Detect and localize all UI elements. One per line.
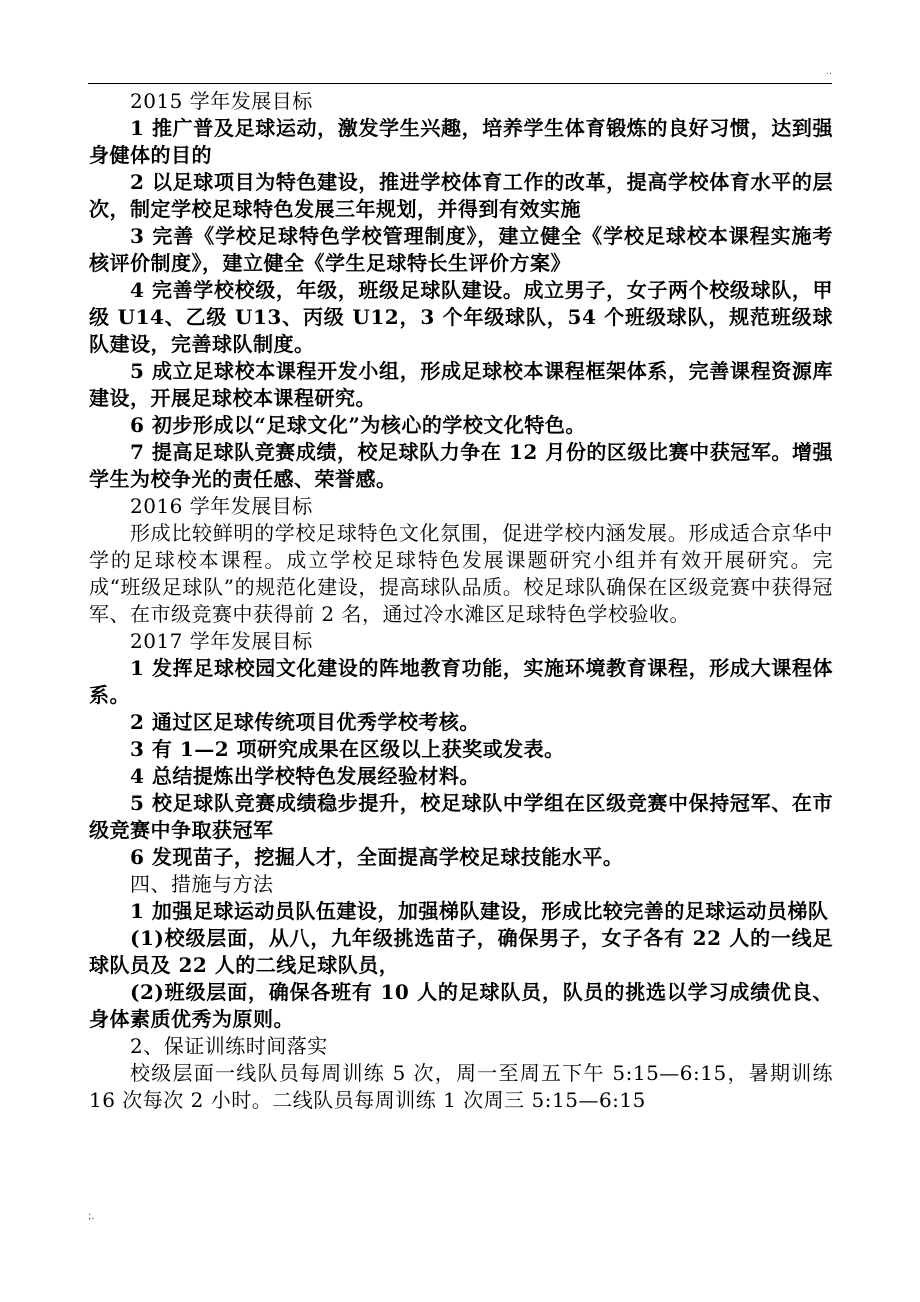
- header-marker: ..: [825, 66, 832, 77]
- paragraph: 2、保证训练时间落实: [130, 1034, 328, 1058]
- document-body: [89, 88, 833, 1114]
- paragraph: 5 成立足球校本课程开发小组，形成足球校本课程框架体系，完善课程资源库建设，开展足球校本课程研究。: [89, 359, 833, 410]
- paragraph: 6 发现苗子，挖掘人才，全面提高学校足球技能水平。: [130, 845, 624, 869]
- paragraph: 3 有 1—2 项研究成果在区级以上获奖或发表。: [130, 737, 565, 761]
- paragraph: 4 完善学校校级，年级，班级足球队建设。成立男子，女子两个校级球队，甲级 U14、乙级 U13、丙级 U12，3 个年级球队，54 个班级球队，规范班级球队建设，完善球队制度。: [89, 278, 833, 356]
- paragraph: 1 发挥足球校园文化建设的阵地教育功能，实施环境教育课程，形成大课程体系。: [89, 656, 833, 707]
- paragraph: 4 总结提炼出学校特色发展经验材料。: [130, 764, 480, 788]
- paragraph: 校级层面一线队员每周训练 5 次，周一至周五下午 5:15—6:15，暑期训练 16 次每次 2 小时。二线队员每周训练 1 次周三 5:15—6:15: [89, 1061, 833, 1112]
- paragraph: 1 推广普及足球运动，激发学生兴趣，培养学生体育锻炼的良好习惯，达到强身健体的目的: [89, 116, 833, 167]
- paragraph: 2 通过区足球传统项目优秀学校考核。: [130, 710, 480, 734]
- paragraph: 5 校足球队竞赛成绩稳步提升，校足球队中学组在区级竞赛中保持冠军、在市级竞赛中争取获冠军: [89, 791, 833, 842]
- paragraph: 2016 学年发展目标: [130, 494, 313, 518]
- paragraph: 6 初步形成以“足球文化”为核心的学校文化特色。: [130, 413, 586, 437]
- paragraph: 四、措施与方法: [130, 872, 274, 896]
- paragraph: 7 提高足球队竞赛成绩，校足球队力争在 12 月份的区级比赛中获冠军。增强学生为校争光的责任感、荣誉感。: [89, 440, 833, 491]
- paragraph: 2015 学年发展目标: [130, 89, 313, 113]
- header-rule: [88, 83, 832, 84]
- paragraph: 2 以足球项目为特色建设，推进学校体育工作的改革，提高学校体育水平的层次，制定学校足球特色发展三年规划，并得到有效实施: [89, 170, 833, 221]
- footer-marker: ;.: [88, 1211, 95, 1222]
- paragraph: 3 完善《学校足球特色学校管理制度》，建立健全《学校足球校本课程实施考核评价制度》，建立健全《学生足球特长生评价方案》: [89, 224, 833, 275]
- paragraph: 2017 学年发展目标: [130, 629, 313, 653]
- paragraph: 1 加强足球运动员队伍建设，加强梯队建设，形成比较完善的足球运动员梯队: [130, 899, 829, 923]
- paragraph: (1)校级层面，从八，九年级挑选苗子，确保男子，女子各有 22 人的一线足球队员及 22 人的二线足球队员，: [89, 926, 833, 977]
- paragraph: (2)班级层面，确保各班有 10 人的足球队员，队员的挑选以学习成绩优良、身体素质优秀为原则。: [89, 980, 833, 1031]
- paragraph: 形成比较鲜明的学校足球特色文化氛围，促进学校内涵发展。形成适合京华中学的足球校本课程。成立学校足球特色发展课题研究小组并有效开展研究。完成“班级足球队”的规范化建设，提高球队品质。校足球队确保在区级竞赛中获得冠军、在市级竞赛中获得前 2 名，通过冷水滩区足球特色学校验收。: [89, 521, 833, 626]
